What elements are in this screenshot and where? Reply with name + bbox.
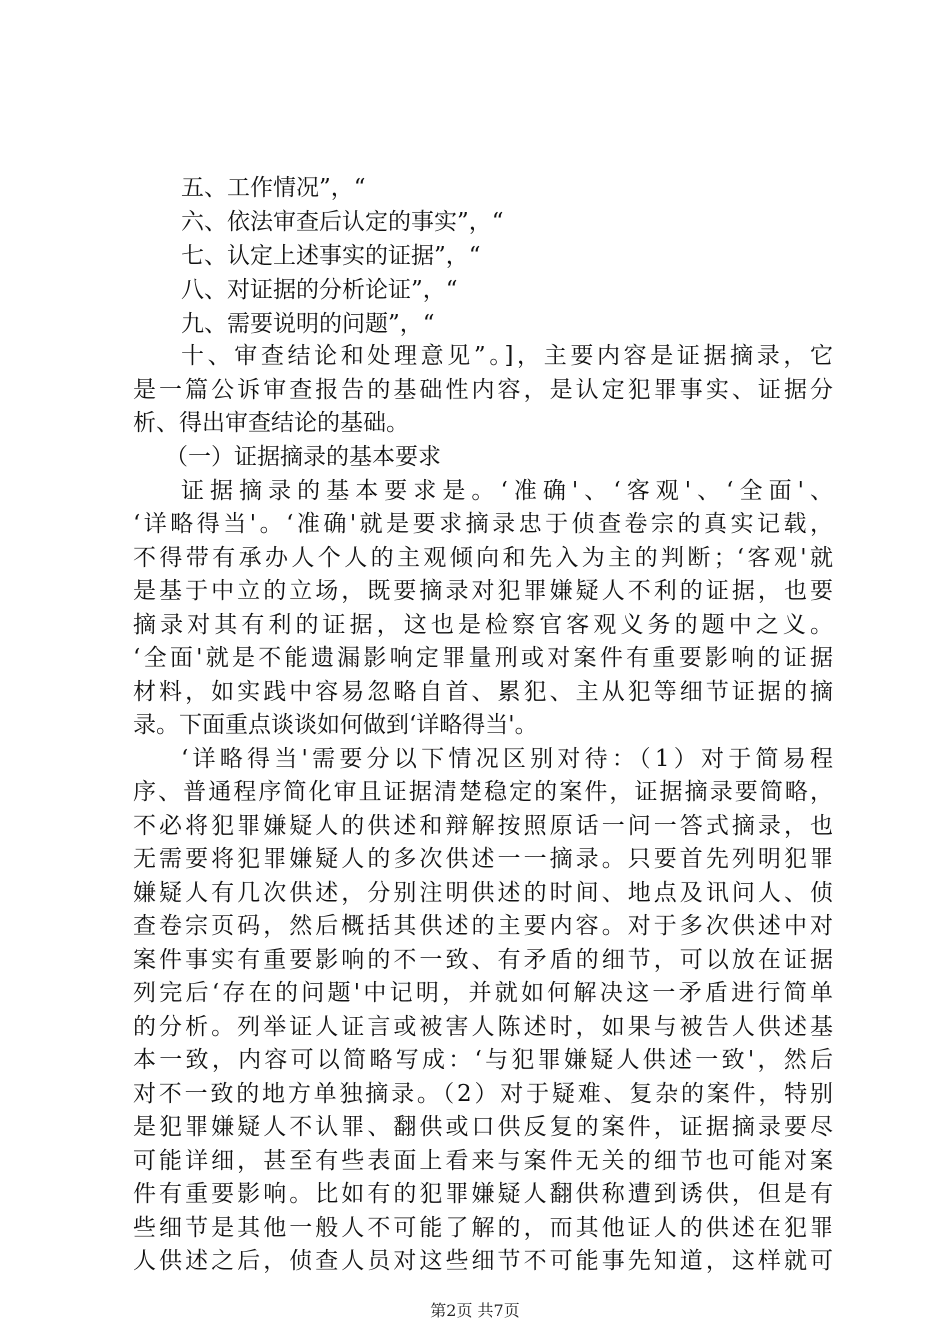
text-line: 嫌疑人有几次供述，分别注明供述的时间、地点及讯问人、侦 [133,880,833,906]
text-line: 六、依法审查后认定的事实”，“ [181,209,504,235]
section-heading: （一）证据摘录的基本要求 [165,444,441,470]
text-line: 无需要将犯罪嫌疑人的多次供述一一摘录。只要首先列明犯罪 [133,846,833,872]
text-line: ‘全面'就是不能遗漏影响定罪量刑或对案件有重要影响的证据 [133,645,833,671]
text-line: 八、对证据的分析论证”，“ [181,277,458,303]
text-line: 人供述之后，侦查人员对这些细节不可能事先知道，这样就可 [133,1248,833,1274]
text-line: ‘详略得当'。‘准确'就是要求摘录忠于侦查卷宗的真实记载， [133,511,833,537]
text-line: 列完后‘存在的问题'中记明，并就如何解决这一矛盾进行简单 [133,980,833,1006]
text-line: 是一篇公诉审查报告的基础性内容，是认定犯罪事实、证据分 [133,377,833,403]
text-line: 件有重要影响。比如有的犯罪嫌疑人翻供称遭到诱供，但是有 [133,1181,833,1207]
text-line: 证据摘录的基本要求是。‘准确'、‘客观'、‘全面'、 [181,478,833,504]
text-line: ‘详略得当'需要分以下情况区别对待：（1）对于简易程 [181,746,833,772]
text-line: 十、审查结论和处理意见”。]，主要内容是证据摘录，它 [181,343,833,369]
text-line: 序、普通程序简化审且证据清楚稳定的案件，证据摘录要简略， [133,779,833,805]
text-line: 查卷宗页码，然后概括其供述的主要内容。对于多次供述中对 [133,913,833,939]
page-number: 第2页 共7页 [430,1301,520,1320]
text-line: 七、认定上述事实的证据”，“ [181,243,481,269]
text-line: 不得带有承办人个人的主观倾向和先入为主的判断；‘客观'就 [133,545,833,571]
text-line: 不必将犯罪嫌疑人的供述和辩解按照原话一问一答式摘录，也 [133,813,833,839]
text-line: 本一致，内容可以简略写成：‘与犯罪嫌疑人供述一致'，然后 [133,1047,833,1073]
text-line: 九、需要说明的问题”，“ [181,311,435,337]
text-line: 案件事实有重要影响的不一致、有矛盾的细节，可以放在证据 [133,947,833,973]
text-line: 摘录对其有利的证据，这也是检察官客观义务的题中之义。 [133,612,833,638]
text-line: 对不一致的地方单独摘录。（2）对于疑难、复杂的案件，特别 [133,1081,833,1107]
text-line: 些细节是其他一般人不可能了解的，而其他证人的供述在犯罪 [133,1215,833,1241]
text-line: 是犯罪嫌疑人不认罪、翻供或口供反复的案件，证据摘录要尽 [133,1114,833,1140]
text-line: 析、得出审查结论的基础。 [133,410,409,436]
text-line: 是基于中立的立场，既要摘录对犯罪嫌疑人不利的证据，也要 [133,578,833,604]
text-line: 的分析。列举证人证言或被害人陈述时，如果与被告人供述基 [133,1014,833,1040]
text-line: 材料，如实践中容易忽略自首、累犯、主从犯等细节证据的摘 [133,679,833,705]
text-line: 录。下面重点谈谈如何做到‘详略得当'。 [133,712,538,738]
text-line: 可能详细，甚至有些表面上看来与案件无关的细节也可能对案 [133,1148,833,1174]
text-line: 五、工作情况”，“ [181,175,366,201]
